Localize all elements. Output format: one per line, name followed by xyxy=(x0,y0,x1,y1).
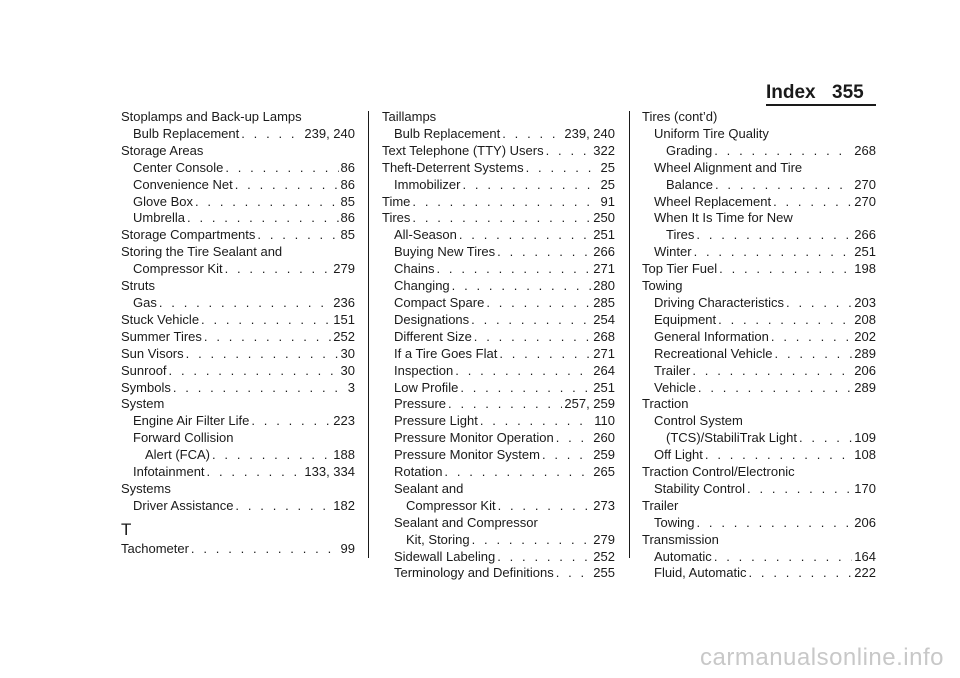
index-entry xyxy=(121,143,355,160)
entry-text: Stability Control xyxy=(654,480,746,496)
column-divider xyxy=(629,111,630,558)
entry-page: 260 xyxy=(593,430,615,446)
index-entry xyxy=(642,430,876,447)
entry-text: Inspection xyxy=(394,362,454,378)
dot-leader xyxy=(696,515,852,532)
entry-text: Driver Assistance xyxy=(133,497,234,513)
entry-text: Towing xyxy=(642,278,683,294)
index-entry xyxy=(121,464,355,481)
entry-page: 170 xyxy=(854,480,876,496)
index-entry xyxy=(642,549,876,566)
entry-text: Tires xyxy=(382,210,411,226)
dot-leader xyxy=(694,244,853,261)
entry-text: Balance xyxy=(666,176,713,192)
entry-text: Pressure Light xyxy=(394,413,478,429)
dot-leader xyxy=(412,210,591,227)
dot-leader xyxy=(556,565,592,582)
entry-page: 270 xyxy=(854,176,876,192)
index-entry xyxy=(642,261,876,278)
dot-leader xyxy=(444,464,591,481)
entry-text: Pressure Monitor Operation xyxy=(394,430,554,446)
dot-leader xyxy=(546,143,592,160)
index-entry xyxy=(121,481,355,498)
dot-leader xyxy=(474,329,592,346)
entry-page: 133, 334 xyxy=(304,464,355,480)
index-entry xyxy=(642,194,876,211)
entry-text: Umbrella xyxy=(133,210,186,226)
entry-page: 188 xyxy=(333,447,355,463)
index-column-2 xyxy=(382,109,615,582)
dot-leader xyxy=(452,278,592,295)
index-entry xyxy=(121,210,355,227)
entry-page: 255 xyxy=(593,565,615,581)
index-entry xyxy=(642,447,876,464)
entry-text: Storage Compartments xyxy=(121,227,256,243)
index-column-1 xyxy=(121,109,355,558)
index-entry xyxy=(382,295,615,312)
entry-text: Symbols xyxy=(121,379,171,395)
index-entry xyxy=(382,464,615,481)
entry-text: Stuck Vehicle xyxy=(121,311,200,327)
entry-text: Trailer xyxy=(642,497,679,513)
entry-text: Traction Control/Electronic xyxy=(642,464,795,480)
index-entry xyxy=(121,329,355,346)
dot-leader xyxy=(169,363,339,380)
index-entry xyxy=(642,329,876,346)
entry-page: 203 xyxy=(854,294,876,310)
entry-page: 285 xyxy=(593,294,615,310)
entry-text: Wheel Replacement xyxy=(654,193,772,209)
entry-page: 222 xyxy=(854,565,876,581)
entry-page: 236 xyxy=(333,294,355,310)
entry-text: Sealant and xyxy=(394,480,464,496)
index-entry xyxy=(121,396,355,413)
index-entry xyxy=(121,177,355,194)
entry-text: Grading xyxy=(666,142,713,158)
index-entry xyxy=(121,380,355,397)
dot-leader xyxy=(459,227,591,244)
index-entry xyxy=(382,177,615,194)
index-entry xyxy=(642,312,876,329)
index-entry xyxy=(382,430,615,447)
entry-page: 109 xyxy=(854,430,876,446)
dot-leader xyxy=(207,464,303,481)
entry-text: Sidewall Labeling xyxy=(394,548,496,564)
dot-leader xyxy=(225,160,338,177)
entry-page: 198 xyxy=(854,261,876,277)
entry-page: 206 xyxy=(854,514,876,530)
entry-page: 265 xyxy=(593,464,615,480)
entry-text: Control System xyxy=(654,413,743,429)
index-entry xyxy=(382,447,615,464)
dot-leader xyxy=(191,541,339,558)
index-entry xyxy=(121,363,355,380)
dot-leader xyxy=(799,430,852,447)
entry-text: Equipment xyxy=(654,311,717,327)
watermark: carmanualsonline.info xyxy=(700,644,944,671)
index-entry xyxy=(121,278,355,295)
dot-leader xyxy=(499,346,591,363)
index-entry xyxy=(382,261,615,278)
dot-leader xyxy=(455,363,591,380)
entry-text: (TCS)/StabiliTrak Light xyxy=(666,430,797,446)
dot-leader xyxy=(436,261,591,278)
entry-page: 251 xyxy=(593,227,615,243)
entry-page: 110 xyxy=(594,413,615,429)
entry-text: Winter xyxy=(654,244,692,260)
index-entry xyxy=(121,346,355,363)
entry-text: Systems xyxy=(121,480,171,496)
entry-text: Struts xyxy=(121,278,155,294)
entry-text: Off Light xyxy=(654,447,703,463)
entry-text: Text Telephone (TTY) Users xyxy=(382,142,544,158)
dot-leader xyxy=(173,380,346,397)
entry-page: 266 xyxy=(593,244,615,260)
index-entry xyxy=(382,396,615,413)
entry-text: Sun Visors xyxy=(121,345,184,361)
entry-text: Designations xyxy=(394,311,470,327)
index-entry xyxy=(121,295,355,312)
index-entry xyxy=(382,278,615,295)
index-entry xyxy=(382,329,615,346)
entry-text: Alert (FCA) xyxy=(145,447,210,463)
entry-page: 254 xyxy=(593,311,615,327)
entry-page: 108 xyxy=(854,447,876,463)
index-entry xyxy=(642,413,876,430)
dot-leader xyxy=(696,227,852,244)
entry-page: 30 xyxy=(340,345,355,361)
entry-text: Wheel Alignment and Tire xyxy=(654,159,803,175)
entry-text: Pressure Monitor System xyxy=(394,447,540,463)
entry-text: Taillamps xyxy=(382,109,437,124)
entry-text: Center Console xyxy=(133,159,224,175)
entry-text: Chains xyxy=(394,261,435,277)
entry-text: Storage Areas xyxy=(121,142,204,158)
entry-page: 266 xyxy=(854,227,876,243)
entry-text: Top Tier Fuel xyxy=(642,261,718,277)
dot-leader xyxy=(159,295,331,312)
entry-page: 30 xyxy=(340,362,355,378)
entry-page: 86 xyxy=(340,176,355,192)
index-entry xyxy=(642,481,876,498)
entry-text: Bulb Replacement xyxy=(394,125,501,141)
entry-page: 85 xyxy=(340,193,355,209)
dot-leader xyxy=(715,177,852,194)
dot-leader xyxy=(412,194,598,211)
entry-page: 25 xyxy=(600,176,615,192)
entry-page: 257, 259 xyxy=(564,396,615,412)
index-entry xyxy=(121,261,355,278)
entry-page: 223 xyxy=(333,413,355,429)
entry-page: 239, 240 xyxy=(304,125,355,141)
index-entry xyxy=(382,380,615,397)
entry-page: 273 xyxy=(593,497,615,513)
dot-leader xyxy=(771,329,852,346)
index-column-3 xyxy=(642,109,876,582)
entry-page: 164 xyxy=(854,548,876,564)
entry-text: When It Is Time for New xyxy=(654,210,793,226)
index-entry xyxy=(382,227,615,244)
entry-text: Automatic xyxy=(654,548,712,564)
entry-text: Sunroof xyxy=(121,362,167,378)
entry-page: 86 xyxy=(340,159,355,175)
dot-leader xyxy=(187,210,339,227)
entry-text: Transmission xyxy=(642,531,719,547)
index-entry xyxy=(642,177,876,194)
index-entry xyxy=(642,109,876,126)
index-entry xyxy=(642,346,876,363)
index-entry xyxy=(642,278,876,295)
entry-text: Rotation xyxy=(394,464,443,480)
index-entry xyxy=(382,515,615,532)
dot-leader xyxy=(201,312,331,329)
entry-text: Buying New Tires xyxy=(394,244,496,260)
index-entry xyxy=(642,244,876,261)
index-entry xyxy=(382,210,615,227)
dot-leader xyxy=(460,380,591,397)
dot-leader xyxy=(747,481,852,498)
index-entry xyxy=(642,227,876,244)
index-entry xyxy=(642,160,876,177)
index-entry xyxy=(382,498,615,515)
entry-text: Gas xyxy=(133,294,157,310)
index-entry xyxy=(382,549,615,566)
index-entry xyxy=(121,413,355,430)
index-entry xyxy=(642,295,876,312)
index-entry xyxy=(382,565,615,582)
index-entry xyxy=(382,312,615,329)
entry-text: Tachometer xyxy=(121,540,189,556)
column-divider xyxy=(368,111,369,558)
entry-text: Kit, Storing xyxy=(406,531,470,547)
index-entry xyxy=(121,227,355,244)
entry-page: 279 xyxy=(333,261,355,277)
dot-leader xyxy=(698,380,852,397)
entry-page: 289 xyxy=(854,379,876,395)
dot-leader xyxy=(472,532,592,549)
dot-leader xyxy=(786,295,852,312)
entry-page: 85 xyxy=(340,227,355,243)
entry-text: Stoplamps and Back-up Lamps xyxy=(121,109,302,124)
entry-text: Forward Collision xyxy=(133,430,234,446)
entry-page: 279 xyxy=(593,531,615,547)
entry-text: General Information xyxy=(654,328,769,344)
index-entry xyxy=(642,532,876,549)
entry-text: If a Tire Goes Flat xyxy=(394,345,498,361)
entry-text: Tires (cont’d) xyxy=(642,109,718,124)
entry-text: Glove Box xyxy=(133,193,193,209)
entry-text: Compact Spare xyxy=(394,294,485,310)
dot-leader xyxy=(448,396,562,413)
index-entry xyxy=(382,481,615,498)
entry-page: 271 xyxy=(593,345,615,361)
dot-leader xyxy=(719,261,852,278)
entry-page: 252 xyxy=(593,548,615,564)
index-entry xyxy=(382,160,615,177)
index-entry xyxy=(642,464,876,481)
entry-page: 91 xyxy=(600,193,615,209)
dot-leader xyxy=(257,227,338,244)
entry-page: 182 xyxy=(333,497,355,513)
entry-page: 86 xyxy=(340,210,355,226)
entry-page: 251 xyxy=(854,244,876,260)
page-header xyxy=(0,80,960,112)
index-entry xyxy=(642,210,876,227)
index-entry xyxy=(382,363,615,380)
page-number: 355 xyxy=(832,82,864,103)
index-entry xyxy=(121,109,355,126)
entry-text: Different Size xyxy=(394,328,472,344)
entry-text: Vehicle xyxy=(654,379,696,395)
dot-leader xyxy=(235,498,331,515)
dot-leader xyxy=(502,126,562,143)
dot-leader xyxy=(705,447,852,464)
dot-leader xyxy=(471,312,591,329)
dot-leader xyxy=(749,565,853,582)
dot-leader xyxy=(497,244,591,261)
entry-page: 206 xyxy=(854,362,876,378)
entry-page: 280 xyxy=(593,278,615,294)
index-entry xyxy=(382,126,615,143)
dot-leader xyxy=(692,363,852,380)
index-entry xyxy=(382,532,615,549)
entry-page: 289 xyxy=(854,345,876,361)
entry-page: 25 xyxy=(600,159,615,175)
entry-page: 264 xyxy=(593,362,615,378)
entry-text: Terminology and Definitions xyxy=(394,565,554,581)
dot-leader xyxy=(480,413,592,430)
index-entry xyxy=(121,244,355,261)
dot-leader xyxy=(486,295,591,312)
entry-text: Towing xyxy=(654,514,695,530)
entry-text: Pressure xyxy=(394,396,447,412)
index-entry xyxy=(121,430,355,447)
index-entry xyxy=(121,126,355,143)
index-entry xyxy=(642,143,876,160)
entry-text: Sealant and Compressor xyxy=(394,514,538,530)
dot-leader xyxy=(773,194,852,211)
dot-leader xyxy=(241,126,302,143)
entry-text: Traction xyxy=(642,396,689,412)
entry-text: Summer Tires xyxy=(121,328,202,344)
dot-leader xyxy=(462,177,598,194)
index-entry xyxy=(382,244,615,261)
index-entry xyxy=(642,363,876,380)
entry-page: 208 xyxy=(854,311,876,327)
entry-text: Convenience Net xyxy=(133,176,233,192)
entry-text: All-Season xyxy=(394,227,457,243)
entry-page: 151 xyxy=(333,311,355,327)
entry-page: 271 xyxy=(593,261,615,277)
index-entry xyxy=(121,447,355,464)
entry-text: Time xyxy=(382,193,411,209)
entry-text: Engine Air Filter Life xyxy=(133,413,250,429)
entry-text: Immobilizer xyxy=(394,176,461,192)
dot-leader xyxy=(204,329,331,346)
entry-text: Recreational Vehicle xyxy=(654,345,773,361)
entry-page: 202 xyxy=(854,328,876,344)
section-letter: T xyxy=(121,519,132,539)
dot-leader xyxy=(556,430,592,447)
dot-leader xyxy=(212,447,331,464)
dot-leader xyxy=(195,194,339,211)
entry-text: Tires xyxy=(666,227,695,243)
entry-page: 268 xyxy=(593,328,615,344)
header-rule xyxy=(766,104,876,106)
dot-leader xyxy=(526,160,599,177)
entry-page: 259 xyxy=(593,447,615,463)
entry-page: 99 xyxy=(340,540,355,556)
dot-leader xyxy=(251,413,331,430)
dot-leader xyxy=(714,549,852,566)
index-entry xyxy=(382,413,615,430)
index-entry xyxy=(121,498,355,515)
entry-text: Storing the Tire Sealant and xyxy=(121,244,283,260)
index-entry xyxy=(382,109,615,126)
entry-text: Low Profile xyxy=(394,379,459,395)
index-entry xyxy=(382,194,615,211)
entry-page: 252 xyxy=(333,328,355,344)
entry-text: Driving Characteristics xyxy=(654,294,785,310)
dot-leader xyxy=(225,261,332,278)
dot-leader xyxy=(714,143,852,160)
entry-text: Bulb Replacement xyxy=(133,125,240,141)
index-entry xyxy=(642,126,876,143)
entry-text: Uniform Tire Quality xyxy=(654,125,769,141)
dot-leader xyxy=(542,447,591,464)
index-entry xyxy=(642,498,876,515)
dot-leader xyxy=(497,549,591,566)
entry-page: 239, 240 xyxy=(564,125,615,141)
dot-leader xyxy=(235,177,339,194)
dot-leader xyxy=(775,346,853,363)
entry-text: Changing xyxy=(394,278,450,294)
index-entry xyxy=(382,346,615,363)
index-entry xyxy=(642,565,876,582)
entry-text: Compressor Kit xyxy=(406,497,496,513)
entry-text: Trailer xyxy=(654,362,691,378)
entry-text: Infotainment xyxy=(133,464,205,480)
entry-page: 268 xyxy=(854,142,876,158)
entry-page: 270 xyxy=(854,193,876,209)
entry-page: 3 xyxy=(347,379,355,395)
index-entry xyxy=(121,312,355,329)
index-entry xyxy=(382,143,615,160)
entry-text: Theft-Deterrent Systems xyxy=(382,159,524,175)
index-entry xyxy=(642,515,876,532)
index-entry xyxy=(121,194,355,211)
entry-text: Compressor Kit xyxy=(133,261,223,277)
dot-leader xyxy=(718,312,852,329)
section-title: Index xyxy=(766,82,816,103)
entry-page: 251 xyxy=(593,379,615,395)
entry-text: Fluid, Automatic xyxy=(654,565,747,581)
dot-leader xyxy=(498,498,592,515)
entry-text: System xyxy=(121,396,165,412)
entry-page: 322 xyxy=(593,142,615,158)
index-entry xyxy=(642,396,876,413)
dot-leader xyxy=(186,346,339,363)
entry-page: 250 xyxy=(593,210,615,226)
index-entry xyxy=(121,160,355,177)
index-entry xyxy=(121,541,355,558)
index-entry xyxy=(642,380,876,397)
